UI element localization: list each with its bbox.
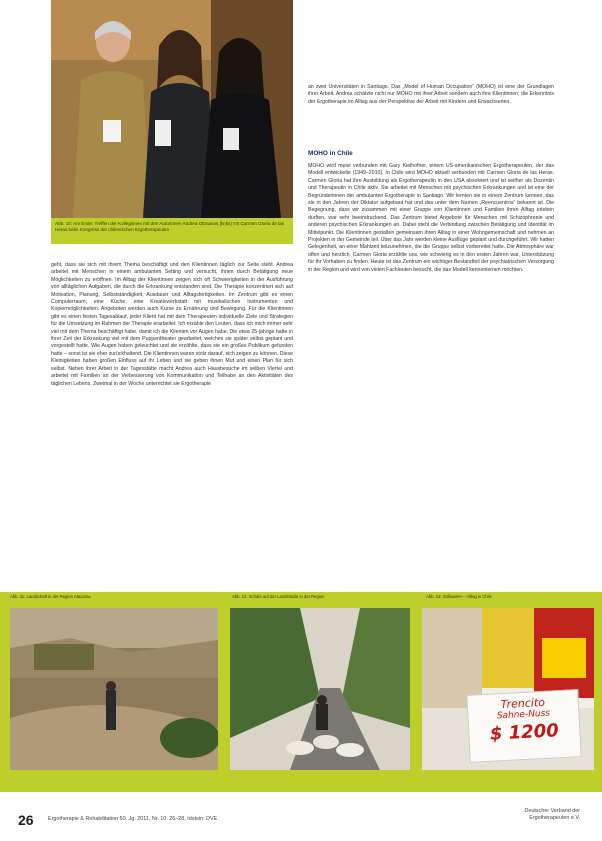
sheep-road-image (230, 608, 410, 770)
top-photo-caption: Abb. 10: Am Ende: Treffen der Kolleginnen mit den Autorinnen Andrea Oltmanns (links) mit Carmen Gloria de las Heras beim Kongress der chilenischen Ergotherapeuten (51, 218, 293, 244)
landscape-photo (10, 608, 218, 770)
top-photo (51, 0, 293, 218)
right-top-paragraph: an zwei Universitäten in Santiago. Das „Model of Human Occupation“ (MOHO) ist eine der Grundlagen ihrer Arbeit. Andrea schätzte nicht nur MOHO mit ihrer Arbeit sondern auch ihre Klientinnen, die Erkenntnis der Ergotherapie im Alltag aus der Perspektive der Arbeit mit Kindern und Erwachsenen. (308, 84, 554, 105)
right-column (308, 163, 554, 583)
footer-org-line-1: Deutscher Verband der (524, 808, 580, 814)
sign-line-1: Trencito (500, 695, 546, 712)
footer-org-line-2: Ergotherapeuten e.V. (529, 815, 580, 821)
right-paragraph: MOHO wird meist verbunden mit Gary Kielhofner, einem US-amerikanischen Ergotherapeuten, der das Modell entwickelte (1949–2010). In Chile wird MOHO aktuell verbunden mit Carmen Gloria de las Heras. Carmen Gloria hat ihre Ausbildung als Ergotherapeutin in den USA absolviert und ist seither als Dozentin und Therapeutin in Chile aktiv. Sie arbeitet mit Menschen mit psychischen Erkrankungen und ist eine der Begründerinnen der ambulanten Ergotherapie in Santiago. Wir lernten sie in einem Zentrum kennen, das sie in den Jahren der Diktatur aufgebaut hat und das unter dem Namen „Reencuentros“ bekannt ist. Die Begegnung, dass wir zusammen mit einer Gruppe von Klientinnen und Familien ihren Alltag erleben durften, war sehr beeindruckend. Das Zentrum bietet Angebote für Menschen mit Schizophrenie und anderen psychischen Erkrankungen an. Dabei steht die Verbindung zwischen Betätigung und Identität im Mittelpunkt. Die Klientinnen gestalten gemeinsam ihren Alltag in einer Wohngemeinschaft und nehmen an Projekten in der Gemeinde teil. Über das Jahr werden kleine Ausflüge geplant und durchgeführt. Wir hatten Gelegenheit, an einer Mahlzeit teilzunehmen, die die Gruppe selbst vorbereitet hatte. Die Atmosphäre war offen und herzlich. Carmen Gloria erzählte uns, wie schwierig es in den ersten Jahren war, Unterstützung für ihr Vorhaben zu finden. Heute ist das Zentrum ein wichtiger Bestandteil der psychiatrischen Versorgung in der Region und wird von vielen Fachleuten besucht, die das Modell kennenlernen möchten. (308, 163, 554, 273)
photo-caption-3: Abb. 13: Süßwaren – Alltag in Chile (426, 594, 492, 599)
photo-caption-2: Abb. 12: Schafe auf der Landstraße in der Region (232, 594, 325, 599)
photo-caption-1: Abb. 11: Landschaft in der Region Atacama (10, 594, 91, 599)
sign-price: $ 1200 (489, 720, 560, 745)
footer-organisation (448, 808, 580, 822)
section-heading: MOHO in Chile (308, 150, 353, 157)
photo-strip (0, 592, 602, 792)
footer-citation: Ergotherapie & Rehabilitation 50. Jg. 2011, Nr. 10: 26–28, Idstein: DVE (48, 816, 218, 822)
price-sign (466, 689, 581, 763)
right-column-top (308, 84, 554, 136)
sign-line-2: Sahne-Nuss (496, 708, 551, 722)
sheep-road-photo (230, 608, 410, 770)
left-paragraph: geht, dass sie sich mit ihrem Thema beschäftigt und den Klientinnen täglich zur Seite steht. Andrea arbeitet mit Menschen in einem ambulanten Setting und versucht, ihnen durch Betätigung neue Möglichkeiten zu eröffnen. Im Alltag der Klientinnen zeigen sich oft Schwierigkeiten in der Ausführung von alltäglichen Aufgaben, die durch die Erkrankung entstanden sind. Die Therapie konzentriert sich auf Motivation, Planung, Selbstständigkeit, Ausdauer und Alltagsfertigkeiten. Im Zentrum gibt es einen Computerraum, eine Küche, eine Kreativwerkstatt mit musikalischen Instrumenten und Kopiermöglichkeiten. Angeboten werden auch Kurse zu Ernährung und Bewegung. Für die Klientinnen gibt es einen festen Tagesablauf, jeder Klient hat mit dem Therapeuten individuelle Ziele und Strategien für die Umsetzung im Rahmen der Therapie erarbeitet. Ich erzähle den Leuten, dass ich mich immer sehr viel mit dem Thema beschäftigt habe, damit ich die Klienten vor Augen habe. Die etwa 25-jährige hatte in ihrer Zeit der Erkrankung viel mit dem Puppentheater gearbeitet, welches sie später selbst geplant und vorgestellt hatte. Wie Augen haben geleuchtet und sie erzählte, dass sie ein großes Publikum gefunden hatte – sonst ist sie eher zurückhaltend. Die Klientinnen waren stolz darauf, sich zeigen zu können. Diese Kleinigkeiten haben großen Einfluss auf ihr Leben und sie geben ihnen Mut und einen Plan für sich selbst. Neben ihrer Arbeit in der Tagesstätte macht Andrea auch Hausbesuche im selben Viertel und arbeitet mit Familien an der Verbesserung von Kommunikation und Teilhabe an den Aktivitäten des täglichen Lebens. Zweimal in der Woche unterrichtet sie Ergotherapie (51, 262, 293, 387)
three-women-photo (51, 0, 293, 218)
landscape-image (10, 608, 218, 770)
left-column (51, 262, 293, 580)
page-number: 26 (18, 812, 34, 828)
candy-photo (422, 608, 594, 770)
